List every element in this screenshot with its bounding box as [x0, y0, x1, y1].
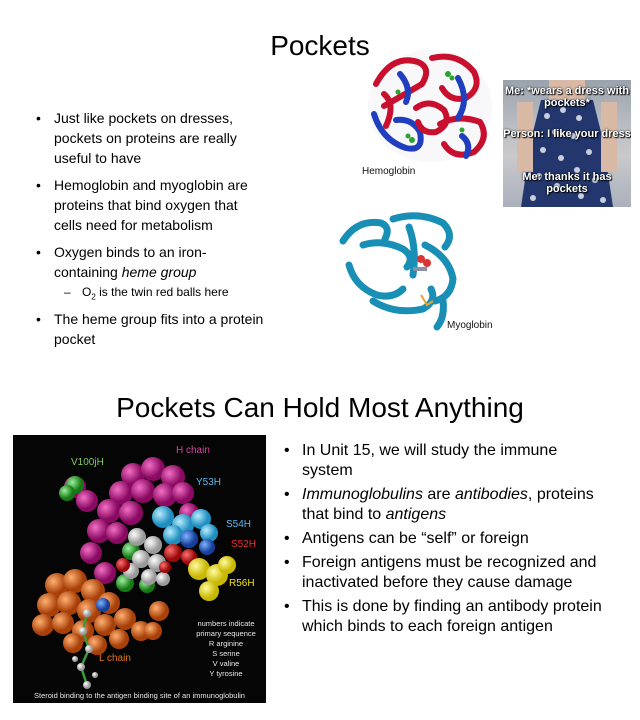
- slide-title: Pockets Can Hold Most Anything: [116, 392, 524, 423]
- bullet-list: [284, 441, 608, 637]
- bullet-list: [36, 108, 268, 349]
- v100jh-label: V100jH: [71, 457, 104, 468]
- bullet-item: [36, 175, 268, 235]
- sub-bullet-list: [54, 284, 268, 305]
- bullet-emphasis: antibodies: [454, 486, 528, 503]
- sub-bullet-item: [54, 284, 268, 305]
- meme-line-2: Person: I like your dress: [503, 128, 631, 140]
- bullet-item: [36, 309, 268, 349]
- immunoglobulin-figure: [13, 435, 266, 703]
- bullet-item: [284, 529, 608, 549]
- bullet-text: Foreign antigens must be recognized and inactivated before they cause damage: [302, 554, 597, 591]
- r56h-label: R56H: [229, 578, 255, 589]
- bullet-item: [36, 108, 268, 168]
- h-chain-label: H chain: [176, 445, 210, 456]
- hemoglobin-caption: Hemoglobin: [362, 166, 416, 177]
- subscript: 2: [91, 292, 96, 302]
- meme-line-1: Me: *wears a dress with pockets*: [504, 85, 630, 109]
- sub-text: O: [82, 285, 92, 299]
- bullet-emphasis: antigens: [385, 506, 447, 523]
- legend-line: Y tyrosine: [209, 669, 243, 678]
- bullet-text: Oxygen binds to an iron-containing: [54, 244, 207, 280]
- bullet-text: , proteins that bind to: [302, 486, 594, 523]
- myoglobin-image: [333, 205, 473, 331]
- figure-caption: Steroid binding to the antigen binding site of an immunoglobulin: [34, 691, 245, 700]
- bullet-text: Just like pockets on dresses, pockets on proteins are really useful to have: [54, 110, 237, 166]
- meme-line-3: Me: thanks it has pockets: [522, 171, 612, 195]
- bullet-text: Hemoglobin and myoglobin are proteins that bind oxygen that cells need for metabolism: [54, 177, 248, 233]
- bullet-text: Antigens can be “self” or foreign: [302, 530, 529, 547]
- slide-title: Pockets: [270, 30, 370, 61]
- legend-line: primary sequence: [196, 629, 256, 638]
- residue-legend: [191, 619, 261, 679]
- bullet-item: [36, 242, 268, 305]
- s54h-label: S54H: [226, 519, 252, 530]
- legend-line: numbers indicate: [197, 619, 255, 628]
- hemoglobin-image: [362, 44, 498, 168]
- bullet-item: [284, 441, 608, 481]
- legend-line: R arginine: [208, 639, 244, 648]
- dress-meme-image: [503, 80, 631, 207]
- bullet-text: The heme group fits into a protein pocket: [54, 311, 264, 348]
- bullet-text: This is done by finding an antibody protein which binds to each foreign antigen: [302, 598, 602, 635]
- y53h-label: Y53H: [196, 477, 222, 488]
- bullet-item: [284, 485, 608, 525]
- myoglobin-caption: Myoglobin: [447, 320, 493, 331]
- bullet-text: are: [422, 486, 455, 503]
- bullet-item: [284, 597, 608, 637]
- l-chain-label: L chain: [99, 653, 131, 664]
- bullet-text: In Unit 15, we will study the immune system: [302, 442, 558, 479]
- bullet-emphasis: heme group: [121, 264, 197, 280]
- s52h-label: S52H: [231, 539, 257, 550]
- legend-line: S serine: [212, 649, 240, 658]
- bullet-item: [284, 553, 608, 593]
- legend-line: V valine: [212, 659, 240, 668]
- bullet-emphasis: Immunoglobulins: [302, 486, 423, 503]
- sub-text: is the twin red balls here: [95, 285, 229, 299]
